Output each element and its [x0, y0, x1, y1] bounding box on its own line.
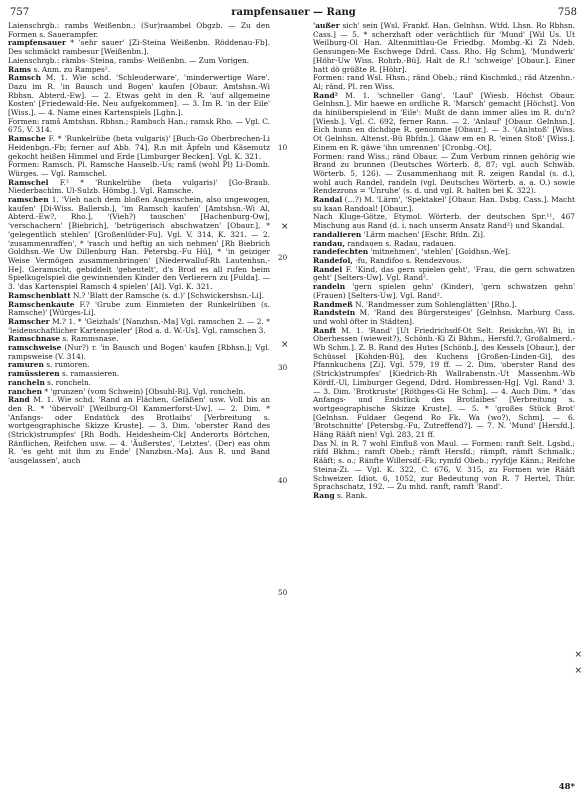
headword: 'außer: [313, 22, 340, 30]
right-column: [313, 22, 575, 784]
headword: Ramschel: [8, 177, 49, 187]
entry: ramüssieren s. ramassieren.: [8, 369, 120, 379]
line-number: 10: [278, 143, 288, 152]
margin-mark: ×: [574, 666, 582, 676]
headword: rampfensauer: [8, 38, 66, 48]
left-column: [8, 22, 270, 784]
entry: Ramsche F. * 'Runkelrübe (beta vulgaris)' [Buch-Go Oberbrechen-Li Heidenbgn.-Fb; ferner auf Abb. 74]. R.n mit Äpfeln und Käsemutz gekocht heißen Himmel und Erde [Limburger Becken]. Vgl. K. 321.: [8, 134, 270, 161]
entry: randalieren 'Lärm machen' [Eschr. Bfdn. Zi].: [313, 229, 486, 239]
headword: Rams: [8, 64, 32, 74]
entry: Formen: ramš Amtshsn. Rbhsn.; Rambsch Han.; ramsk Rho. — Vgl. C. 675, V. 314.: [8, 116, 270, 135]
headword: ramschen: [8, 195, 49, 205]
entry: Laienschrgb.: rämbs- Steina, rambs- Weißenbn. — Zum Vorigen.: [8, 55, 250, 65]
headword: randalieren: [313, 229, 362, 239]
headword: randau,: [313, 238, 345, 248]
page-number-left: 757: [10, 7, 30, 18]
line-number: 30: [278, 363, 288, 372]
headword: Rand: [8, 395, 30, 405]
headword: Rand²: [313, 90, 338, 100]
entry: Ramsch M. 1. Wie schd. 'Schleuderware', 'minderwertige Ware'. Dazu im R. 'in Bausch und Bogen' kaufen [Obaur. Amtshsn.-Wi Rbhsn. Abterd.-Ew]. — 2. Etwas geht in den R. 'auf allgemeine Kosten' [Friedewald-He. Neu aufgekommen]. — 3. Im R. 'in der Eile' [Wiss.]. — 4. Name eines Kartenspiels [Lghn.].: [8, 73, 270, 118]
headword: Randstein: [313, 308, 356, 318]
entry: Randstein M. 'Rand des Bürgersteiges' [Gelnhsn. Marburg Cass. und wohl öfter in Städten].: [313, 308, 575, 326]
headword: ramschweise: [8, 343, 62, 353]
signature-mark: 48*: [558, 782, 575, 792]
entry: ramschweise (Nur?) r. 'in Bausch und Bogen' kaufen [Rbhsn.]; Vgl. rampsweise (V. 314).: [8, 343, 270, 361]
line-number: 40: [278, 476, 288, 485]
entry: Rand M. 1. Wie schd. 'Rand an Flächen, Gefäßen' usw. Voll bis an den R. * 'übervoll' [Weilburg-Ol Kammerforst-Uw]. — 2. Dim. * 'Anfangs- oder Endstück des Brotlaibs' [Verbreitung s. wortgeographische Skizze Kruste]. — 3. Dim. 'oberster Rand des (Strick)strumpfes' [Rh Bodh. Heidesheim-Ck] Anderorts Börtchen, Ränflichen, Reifchen usw. — 4. 'Äußerstes', 'Letztes'. (Der) eas ohm R. 'es geht mit ihm zu Ende' [Nanzbsn.-Ma]. Aus R. und Band 'ausgelassen', auch: [8, 395, 270, 466]
headword: Rang: [313, 490, 335, 500]
entry: Randmeß N. 'Randmesser zum Sohlenglätten' [Rho.].: [313, 299, 517, 309]
entry: rampfensauer * 'sehr sauer' [Zi-Steina Weißenbn. Röddenau-Fb]. Des schmäckt rambesur [Weißenbn.].: [8, 38, 270, 57]
entry: Rams s. Anm. zu Rampes².: [8, 64, 111, 74]
entry: Ramschenblatt N.? 'Blatt der Ramsche (s. d.)' [Schwickershsn.-Li].: [8, 290, 264, 300]
entry: Rang s. Rank.: [313, 490, 368, 500]
entry: Ramschel F.² * 'Runkelrübe (beta vulgaris)' [Go-Braub. Niederbachlm. Ul-Sulzb. Hömbg.]. Vgl. Ramsche.: [8, 177, 270, 196]
headword: Ramsch: [8, 73, 41, 83]
margin-mark: ×: [281, 222, 289, 232]
headword: randeln: [313, 282, 346, 292]
entry: Randefol, ‑fu, Randifoo s. Rendezvous.: [313, 255, 462, 265]
entry: Ramschnase s. Rammsnase.: [8, 334, 119, 344]
line-number: 20: [278, 253, 288, 262]
entry: Rand² M. 1. 'schneller Gang', 'Lauf' [Wiesb. Höchst Obaur. Gelnhsn.]. Mir haewe en ordliche R. 'Marsch' gemacht [Höchst]. Von da hinüberspielend in 'Eile': Mußt de dann immer alles im R. du'n? [Wiesb.]. Vgl. C. 692, ferner Rann. — 2. 'Anlauf' [Obaur. Gelnhsn.]. Eich hunn en dichdige R. genomme [Obaur.]. — 3. '(An)stoß' [Wiss. Ot Gelnhsn. Altenst.-Bü Bbfdn.]. Gäaw em en R. 'einen Stoß' [Wiss.]. Einem en R. gäwe 'ihn umrennen' [Cronbg.-Ot].: [313, 90, 575, 152]
headword: ranchen: [8, 386, 43, 396]
headword: Ramschenblatt: [8, 290, 71, 300]
headword: Randmeß: [313, 299, 353, 309]
margin-mark: ×: [281, 340, 289, 350]
entry: randeln 'gern spielen gehn' (Kinder), 'gern schwatzen gehn' (Frauen) [Selters-Uw]. Vgl. Rand².: [313, 282, 575, 300]
entry: 'außer sich' sein [Wsl. Frankf. Han. Gelnhsn. Wtfd. Lhsn. Ro Rbhsn. Cass.] — 5. * scherzhaft oder verächtlich für 'Mund' [Wil Us. Ut Weilburg-Ol Han. Altenmittlau-Ge Friedbg. Mombg.-Ki Zi Ndeb. Gensungen-Me Eschwege Ddrd. Cass. Rho. Hg Schm], 'Mundwerk' [Höhr-Uw Wiss. Rohrb.-Bü]. Halt de R.! 'schweige' [Obaur.]. Einer hatt dö größte R. [Höhr].: [313, 22, 575, 74]
entry: Formen: rand Wsl. Hhsn.; ränd Obeb.; ränd Kischmkd.; räd Atzenhn.-Al; ränd, Pl. ren Wiss.: [313, 73, 575, 91]
entry: Nach Kluge-Götze, Etymol. Wörterb. der deutschen Spr.¹¹, 467 Mischung aus Rand (d. i. nach unserm Ansatz Rand²) und Skandal.: [313, 212, 575, 231]
entry: Ramscher M.? 1. * 'Geizhals' [Nanzhsn.-Ma] Vgl. ramschen 2. — 2. * 'leidenschaftlicher Kartenspieler' [Rod a. d. W.-Us]. Vgl. ramschen 3.: [8, 316, 270, 335]
entry: randefechten 'mitnehmen', 'stehlen' [Goldhsn.-We].: [313, 247, 511, 257]
headword: Ramsche: [8, 134, 46, 144]
headword: randefechten: [313, 247, 369, 257]
entry: ramschen 1. 'Vieh nach dem bloßen Augenschein, also ungewogen, kaufen' [Di-Wiss. Ballersb.], 'im Ramsch kaufen' [Amtshsn.-Wi Al, Abterd.-Ew?, Rho.], '(Vieh?) tauschen' [Hachenburg-Ow], 'verschachern' [Biebrich], 'betrügerisch abschwatzen' [Obaur.], * 'gelegentlich stehlen' [Großenlüder-Fu]. Vgl. V. 314, K. 321. — 2. 'zusammenraffen', * 'rasch und heftig an sich nehmen' [Rh Biebrich Goldhsn.-We Uw Dillenburg Han. Petersbg.-Fu Hü], * 'in geiziger Weise Vermögen zusammenbringen' [Niederwalluf-Rh Lautenhsn.-He]. Geramscht, gebiddelt 'geheutelt', d's Brod es all rufen beim Spielkugelspiel die gewinnenden Kinder den Verlierern zu [Fulda]. — 3. 'das Kartenspiel Ramsch 4 spielen' [Al]. Vgl. K. 321.: [8, 195, 270, 292]
headword: Randefol,: [313, 255, 353, 265]
entry: randau, randauen s. Radau, radauen.: [313, 238, 456, 248]
headword: rancheln: [8, 377, 45, 387]
entry: Formen: rand Wiss.; ränd Obaur. — Zum Verbum rinnen gehörig wie Brand zu brunnen (Deutsches Wörterb. 8, 87; vgl. auch Schwäb. Wörterb. 5, 126). — Zusammenhang mit R. zeigen Randal (s. d.), wohl auch Randel, randeln (vgl. Deutsches Wörterb. a. a. O.) sowie Rendezrons = 'Unruhe' (s. d. und vgl. R. halten bei K. 322).: [313, 151, 575, 196]
headword: Ranft: [313, 325, 337, 335]
headword: Randal: [313, 195, 343, 205]
headword: Ramscher: [8, 316, 50, 326]
entry: Das N. in R. 7 wohl Einfluß von Maul. — Formen: ranft Selt. Lgsbd.; räfd Bkhm.; ramft Obeb.; rämft Hersfd.; rämpft, rämft Schmalk.; Rääft; s. o.; Ränfte Willersdf.-Fk; rymfd Obeb.; ryyfdje Känn.; Reifche Steina-Zi. — Vgl. K. 322, C. 676, V. 315, zu Formen wie Rääft Schweizer. Idiot. 6, 1052, zur Bedeutung von R. 7 Hertel, Thür. Sprachschatz, 192. — Zu mhd. ranft, ramft 'Rand'.: [313, 438, 575, 492]
headword: ramuren: [8, 360, 44, 370]
entry: ramuren s. rumoren.: [8, 360, 90, 370]
headword: Randel: [313, 264, 343, 274]
entry: Randel F. 'Kind, das gern spielen geht', 'Frau, die gern schwatzen geht' [Selters-Uw]. Vgl. Rand².: [313, 264, 575, 283]
headword: Ramschenkaute: [8, 299, 75, 309]
entry: rancheln s. roncheln.: [8, 377, 92, 387]
entry: Formen: Ramsch. Pl. Ramsche Hasselb.-Us; ramš (wohl Pl) Li-Domb. Würges. — Vgl. Ramschel.: [8, 160, 270, 178]
running-head: rampfensauer — Rang: [231, 7, 356, 18]
headword: ramüssieren: [8, 369, 60, 379]
margin-mark: ×: [574, 650, 582, 660]
line-number: 50: [278, 588, 288, 597]
entry: Ramschenkaute F.? 'Grube zum Einmieten der Runkelrüben (s. Ramsche)' [Würges-Li].: [8, 299, 270, 318]
entry: Ranft M. 1. 'Rand' [Ut Friedrichsdf-Ot Selt. Reiskchn.-Wl Bi, in Oberhessen (wieweit?), Schönb.-Ki Zi Bkhm., Hersfd.?, Großalmerd.-Wb Schm.]. Z. B. Rand des Hutes [Schönb.], des Kessels [Obaur.], der Schüssel [Kohden-Bü], des Kuchens [Großen-Linden-Gi], des Pfannkuchens [Zi]. Vgl. 579, 19 ff. — 2. Dim. 'oberster Rand des (Strick)strumpfes' [Kiedrich-Rh Wallrabenstn.-Ut Massenhm.-Wb Kördf.-Ul, Limburger Gegend, Ddrd. Hombressen-Hg]. Vgl. Rand¹ 3. — 3. Dim. 'Brotkruste' [Röthges-Gi He Schm]. — 4. Auch Dim. * 'das Anfangs- und Endstück des Brotlaibes' [Verbreitung s. wortgeographische Skizze Kruste]. — 5. * 'großes Stück Brot' [Gelnhsn. Fuldaer Gegend Ro Fk. Wa (wo?), Schm]. — 6. 'Brotschnitte' [Petersbg.-Fu, Zutreffend?]. — 7. N. 'Mund' [Hersfd.]. Häng Rääft nien! Vgl. 283, 21 ff.: [313, 325, 575, 440]
entry: Randal (…?) M. 'Lärm', 'Spektakel' [Obaur. Han. Dsbg. Cass.]. Macht su kaan Randoal! [Obaur.].: [313, 195, 575, 213]
entry: ranchen * 'grunzen' (vom Schwein) [Obsuhl-Ri]. Vgl. roncheln.: [8, 386, 246, 396]
headword: Ramschnase: [8, 334, 60, 344]
page-number-right: 758: [557, 7, 577, 18]
entry: Laienschrgb.: rambs Weißenbn.; (Sur)raambel Obgzb. — Zu den Formen s. Sauerampfer.: [8, 22, 270, 39]
